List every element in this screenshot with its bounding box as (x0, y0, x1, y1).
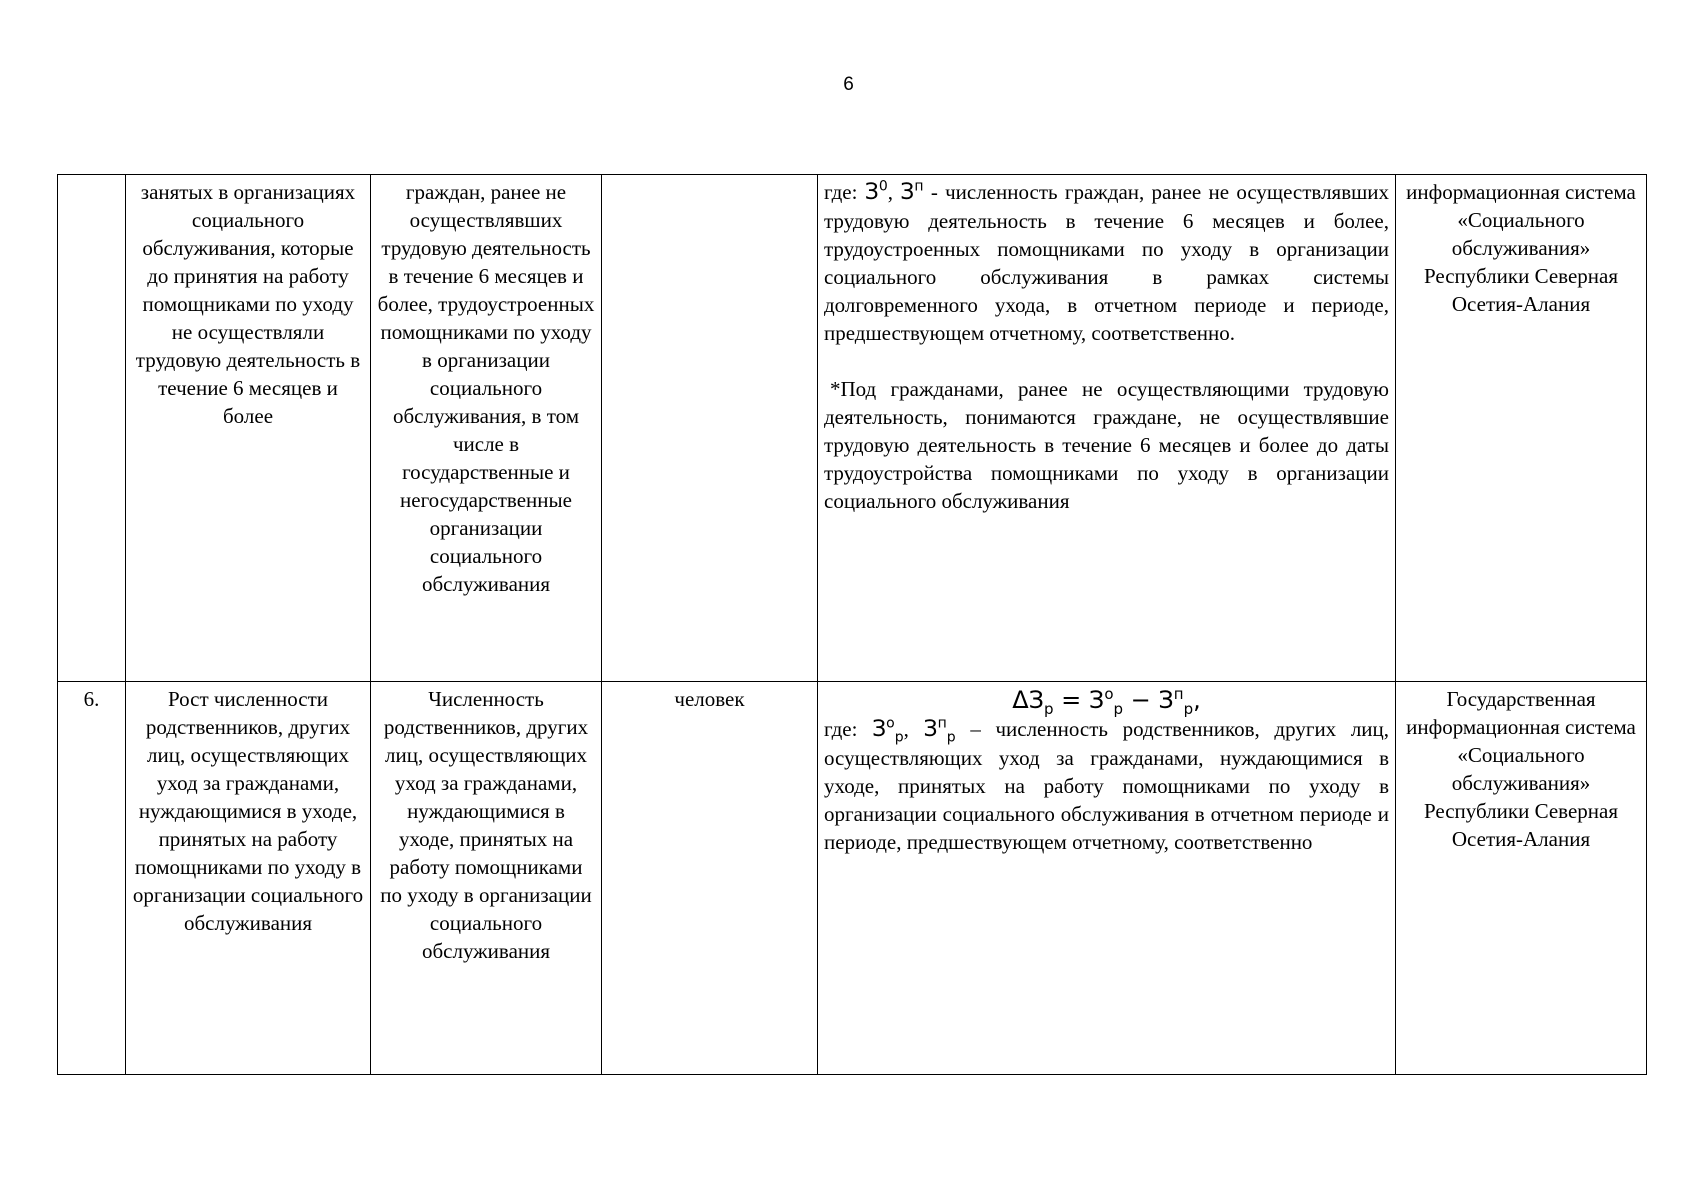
where-prefix: где: (824, 717, 858, 741)
indicator-definition-cell: Численность родственников, других лиц, осуществляющих уход за гражданами, нуждающимися в уходе, принятых на работу помощниками по уходу в организации социального обслуживания (371, 682, 602, 1075)
formula-equation: $\Delta З_р = З^о_р - З^п_р$, (1012, 685, 1201, 718)
formula-where-paragraph: где: $З^о_р$, $З^п_р$ – численность родственников, других лиц, осуществляющих уход за гражданами, нуждающимися в уходе, принятых на работу помощниками по уходу в организации социального обслуживания в отчетном периоде и периоде, предшествующем отчетному, соответственно (824, 715, 1390, 854)
row-number-cell: 6. (58, 682, 126, 1075)
data-source-cell: Государственная информационная система «Социального обслуживания» Республики Северная Осетия-Алания (1396, 682, 1647, 1075)
formula-cell (818, 682, 1396, 1075)
unit-cell: человек (602, 682, 818, 1075)
table-row (58, 682, 1647, 1075)
variable-symbol: $З^о_р$ (872, 715, 904, 746)
variable-symbol: $З^п$ (900, 178, 924, 205)
unit-cell (602, 175, 818, 682)
where-explanation: – численность родственников, других лиц, осуществляющих уход за гражданами, нуждающимися в уходе, принятых на работу помощниками по уходу в организации социального обслуживания в отчетном периоде и периоде, предшествующем отчетному, соответственно (824, 717, 1390, 854)
row-number-cell (58, 175, 126, 682)
page-number: 6 (843, 74, 854, 95)
footnote-paragraph: *Под гражданами, ранее не осуществляющими трудовую деятельность, понимаются граждане, не осуществлявшие трудовую деятельность в течение 6 месяцев и более до даты трудоустройства помощниками по уходу в организации социального обслуживания (824, 377, 1389, 513)
indicator-name-cell: занятых в организациях социального обслуживания, которые до принятия на работу помощниками по уходу не осуществляли трудовую деятельность в течение 6 месяцев и более (126, 175, 371, 682)
variable-symbol: $З^п_р$ (923, 715, 956, 746)
indicator-name-cell: Рост численности родственников, других лиц, осуществляющих уход за гражданами, нуждающимися в уходе, принятых на работу помощниками по уходу в организации социального обслуживания (126, 682, 371, 1075)
indicators-table (57, 174, 1647, 1075)
formula-where-paragraph: где: $З^0$, $З^п$ - численность граждан, ранее не осуществлявших трудовую деятельность в течение 6 месяцев и более, трудоустроенных помощниками по уходу в организации социального обслуживания в рамках системы долговременного ухода, в отчетном периоде и периоде, предшествующем отчетному, соответственно. (824, 178, 1390, 345)
formula-cell (818, 175, 1396, 682)
variable-symbol: $З^0$ (864, 178, 888, 205)
where-explanation: - численность граждан, ранее не осуществлявших трудовую деятельность в течение 6 месяцев и более, трудоустроенных помощниками по уходу в организации социального обслуживания в рамках системы долговременного ухода, в отчетном периоде и периоде, предшествующем отчетному, соответственно. (824, 180, 1390, 345)
table-row (58, 175, 1647, 682)
indicator-definition-cell: граждан, ранее не осуществлявших трудовую деятельность в течение 6 месяцев и более, трудоустроенных помощниками по уходу в организации социального обслуживания, в том числе в государственные и негосударственные организации социального обслуживания (371, 175, 602, 682)
data-source-cell: информационная система «Социального обслуживания» Республики Северная Осетия-Алания (1396, 175, 1647, 682)
where-prefix: где: (824, 180, 858, 204)
